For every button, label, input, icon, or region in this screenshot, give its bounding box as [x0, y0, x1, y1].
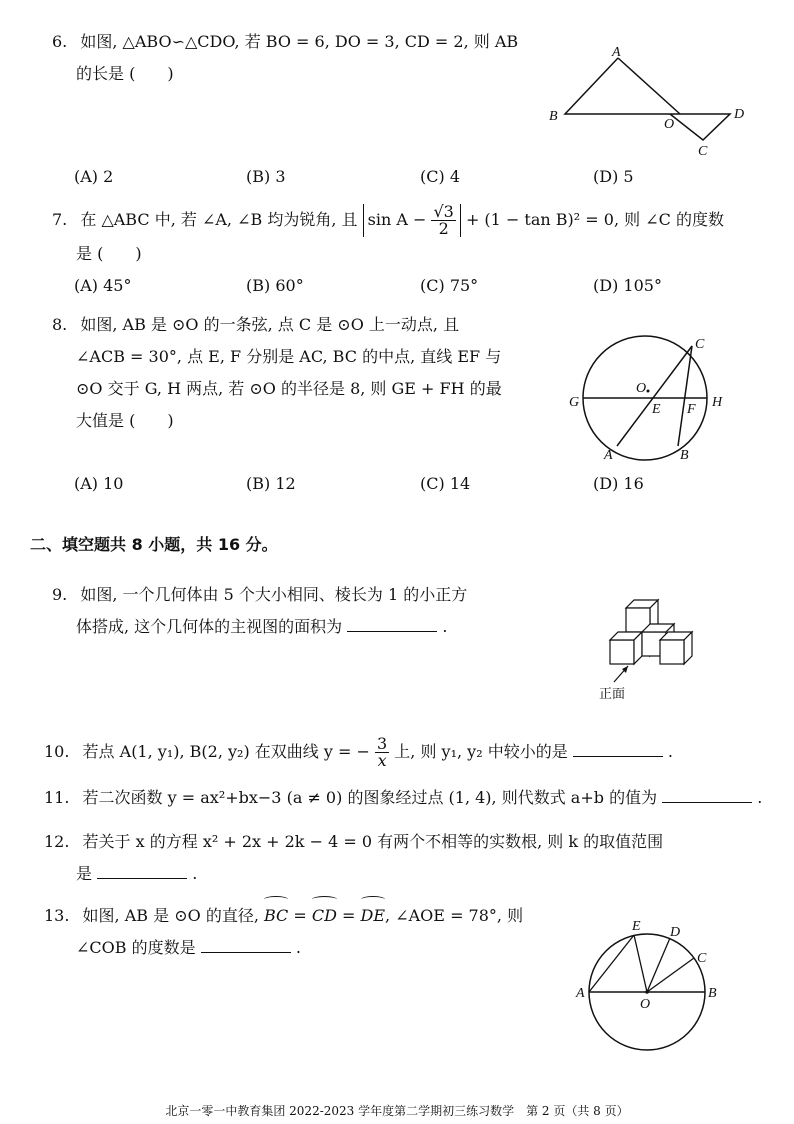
arc-cd: CD — [312, 900, 337, 932]
question-text: ∠COB 的度数是 — [76, 938, 196, 957]
question-13 — [44, 900, 544, 932]
question-text: 如图, AB 是 ⊙O 的直径, — [82, 906, 259, 925]
option-b: (B) 60° — [246, 276, 304, 295]
question-text: 若关于 x 的方程 x² + 2x + 2k − 4 = 0 有两个不相等的实数根, 则 k 的取值范围 — [82, 832, 664, 851]
question-10 — [44, 736, 784, 769]
question-number: 13. — [44, 906, 70, 925]
question-number: 12. — [44, 832, 70, 851]
punctuation: . — [667, 742, 673, 761]
question-text: 如图, 一个几何体由 5 个大小相同、棱长为 1 的小正方 — [80, 585, 468, 604]
equals: = — [336, 906, 361, 925]
question-number: 11. — [44, 788, 70, 807]
denominator: 2 — [438, 219, 449, 238]
question-9 — [52, 579, 552, 611]
question-8-line3: ⊙O 交于 G, H 两点, 若 ⊙O 的半径是 8, 则 GE + FH 的最 — [76, 379, 502, 398]
arc-bc: BC — [264, 900, 288, 932]
punctuation: . — [192, 864, 198, 883]
equals: = — [288, 906, 312, 925]
question-text: + (1 − tan B)² = 0, 则 ∠C 的度数 — [465, 210, 724, 229]
fraction — [375, 736, 389, 769]
front-label: 正面 — [599, 687, 626, 702]
answer-blank[interactable] — [201, 938, 291, 953]
question-text: , ∠AOE = 78°, 则 — [385, 906, 524, 925]
question-number: 10. — [44, 742, 70, 761]
question-6-line2 — [76, 58, 174, 90]
answer-blank[interactable] — [573, 742, 663, 757]
label-C: C — [695, 337, 705, 352]
expression-text: sin A − — [367, 210, 427, 229]
option-a: (A) 10 — [74, 474, 124, 493]
option-c: (C) 4 — [420, 167, 460, 186]
section-heading: 二、填空题共 8 小题，共 16 分。 — [30, 535, 278, 554]
question-text: 的长是 ( ) — [76, 64, 174, 83]
denominator: x — [377, 751, 387, 770]
question-9-line2 — [76, 611, 447, 643]
question-text: 上, 则 y₁, y₂ 中较小的是 — [394, 742, 568, 761]
option-d: (D) 5 — [593, 167, 634, 186]
question-number: 6. — [52, 32, 68, 51]
answer-blank[interactable] — [662, 788, 752, 803]
label-B: B — [549, 109, 558, 124]
question-number: 9. — [52, 585, 68, 604]
numerator: √3 — [433, 202, 454, 221]
figure-q13-circle — [570, 916, 730, 1066]
question-7 — [52, 204, 782, 237]
question-text: 是 — [76, 864, 93, 883]
question-number: 7. — [52, 210, 68, 229]
option-a: (A) 45° — [74, 276, 132, 295]
question-number: 8. — [52, 315, 68, 334]
label-E: E — [652, 402, 661, 417]
figure-q8-circle — [560, 328, 740, 468]
label-C: C — [698, 144, 708, 159]
label-A: A — [604, 448, 613, 463]
punctuation: . — [442, 617, 448, 636]
label-E: E — [632, 919, 641, 934]
option-d: (D) 16 — [593, 474, 644, 493]
question-text: 如图, △ABO∽△CDO, 若 BO = 6, DO = 3, CD = 2, 则 AB — [80, 32, 519, 51]
page-footer: 北京一零一中教育集团 2022-2023 学年度第二学期初三练习数学 第 2 页（共 8 页） — [165, 1104, 629, 1118]
label-B: B — [680, 448, 689, 463]
figure-q6-similar-triangles — [540, 38, 760, 163]
label-D: D — [670, 925, 681, 940]
question-12 — [44, 826, 784, 858]
label-F: F — [687, 402, 696, 417]
question-text: 如图, AB 是 ⊙O 的一条弦, 点 C 是 ⊙O 上一动点, 且 — [80, 315, 460, 334]
question-12-line2 — [76, 858, 197, 890]
label-A: A — [576, 986, 585, 1001]
label-H: H — [712, 395, 723, 410]
question-11 — [44, 782, 784, 814]
punctuation: . — [295, 938, 301, 957]
label-O: O — [640, 997, 651, 1012]
label-A: A — [612, 45, 621, 60]
question-text: 体搭成, 这个几何体的主视图的面积为 — [76, 617, 343, 636]
question-text: 在 △ABC 中, 若 ∠A, ∠B 均为锐角, 且 — [80, 210, 358, 229]
label-G: G — [569, 395, 580, 410]
option-c: (C) 75° — [420, 276, 479, 295]
label-C: C — [697, 951, 707, 966]
arc-de: DE — [361, 900, 386, 932]
question-8 — [52, 309, 542, 341]
label-B: B — [708, 986, 717, 1001]
absolute-value-expression — [363, 204, 461, 237]
question-8-line4: 大值是 ( ) — [76, 411, 174, 430]
label-O: O — [664, 117, 675, 132]
option-b: (B) 3 — [246, 167, 286, 186]
question-text: 是 ( ) — [76, 244, 142, 263]
option-d: (D) 105° — [593, 276, 662, 295]
question-6 — [52, 26, 532, 58]
question-text: 若二次函数 y = ax²+bx−3 (a ≠ 0) 的图象经过点 (1, 4), 则代数式 a+b 的值为 — [82, 788, 658, 807]
label-D: D — [734, 107, 745, 122]
question-13-line2 — [76, 932, 301, 964]
option-a: (A) 2 — [74, 167, 114, 186]
fraction — [431, 204, 455, 237]
numerator: 3 — [377, 734, 388, 753]
figure-q9-cubes — [596, 594, 706, 704]
answer-blank[interactable] — [347, 617, 437, 632]
label-O: O — [636, 381, 647, 396]
option-b: (B) 12 — [246, 474, 296, 493]
question-7-line2 — [76, 238, 142, 270]
question-text: 若点 A(1, y₁), B(2, y₂) 在双曲线 y = − — [82, 742, 370, 761]
answer-blank[interactable] — [97, 864, 187, 879]
option-c: (C) 14 — [420, 474, 471, 493]
question-8-line2: ∠ACB = 30°, 点 E, F 分别是 AC, BC 的中点, 直线 EF 与 — [76, 347, 502, 366]
punctuation: . — [757, 788, 763, 807]
